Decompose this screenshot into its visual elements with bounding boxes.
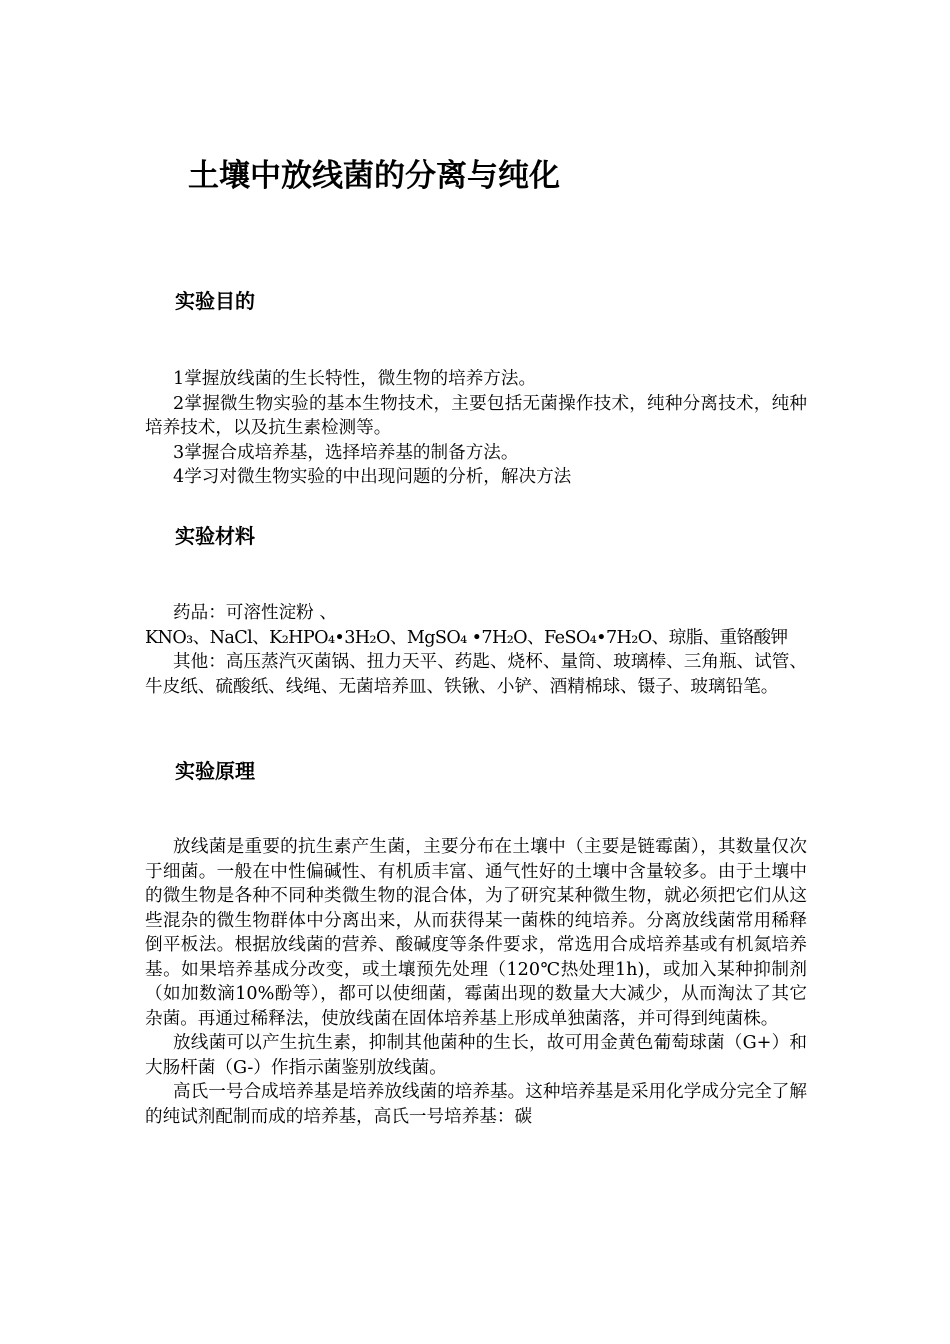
paragraph: 2掌握微生物实验的基本生物技术，主要包括无菌操作技术，纯种分离技术，纯种培养技术，以及抗生素检测等。: [145, 393, 807, 438]
paragraph: 其他：高压蒸汽灭菌锅、扭力天平、药匙、烧杯、量筒、玻璃棒、三角瓶、试管、牛皮纸、硫酸纸、线绳、无菌培养皿、铁锹、小铲、酒精棉球、镊子、玻璃铅笔。: [145, 652, 807, 697]
paragraph: 高氏一号合成培养基是培养放线菌的培养基。这种培养基是采用化学成分完全了解的纯试剂配制而成的培养基，高氏一号培养基：碳: [145, 1082, 807, 1127]
paragraph: 3掌握合成培养基，选择培养基的制备方法。: [173, 442, 519, 463]
section-body-purpose: [145, 367, 807, 490]
paragraph: 药品：可溶性淀粉 、: [173, 603, 337, 623]
paragraph-chemicals: KNO₃、NaCl、K₂HPO₄•3H₂O、MgSO₄ •7H₂O、FeSO₄•7H₂O、琼脂、重铬酸钾: [145, 627, 788, 648]
section-heading-materials: 实验材料: [175, 524, 255, 548]
document-title: 土壤中放线菌的分离与纯化: [188, 158, 560, 194]
section-body-principle: [145, 835, 807, 1129]
paragraph: 4学习对微生物实验的中出现问题的分析，解决方法: [173, 467, 572, 487]
section-heading-principle: 实验原理: [175, 759, 255, 783]
section-heading-purpose: 实验目的: [175, 289, 255, 313]
paragraph: 放线菌是重要的抗生素产生菌，主要分布在土壤中（主要是链霉菌），其数量仅次于细菌。一般在中性偏碱性、有机质丰富、通气性好的土壤中含量较多。由于土壤中的微生物是各种不同种类微生物的混合体，为了研究某种微生物，就必须把它们从这些混杂的微生物群体中分离出来，从而获得某一菌株的纯培养。分离放线菌常用稀释倒平板法。根据放线菌的营养、酸碱度等条件要求，常选用合成培养基或有机氮培养基。如果培养基成分改变，或土壤预先处理（120℃热处理1h)，或加入某种抑制剂（如加数滴10%酚等），都可以使细菌，霉菌出现的数量大大减少，从而淘汰了其它杂菌。再通过稀释法，使放线菌在固体培养基上形成单独菌落，并可得到纯菌株。: [145, 837, 807, 1029]
section-body-materials: [145, 601, 807, 699]
paragraph: 放线菌可以产生抗生素，抑制其他菌种的生长，故可用金黄色葡萄球菌（G+）和大肠杆菌（G-）作指示菌鉴别放线菌。: [145, 1033, 807, 1078]
paragraph: 1掌握放线菌的生长特性，微生物的培养方法。: [173, 369, 537, 389]
